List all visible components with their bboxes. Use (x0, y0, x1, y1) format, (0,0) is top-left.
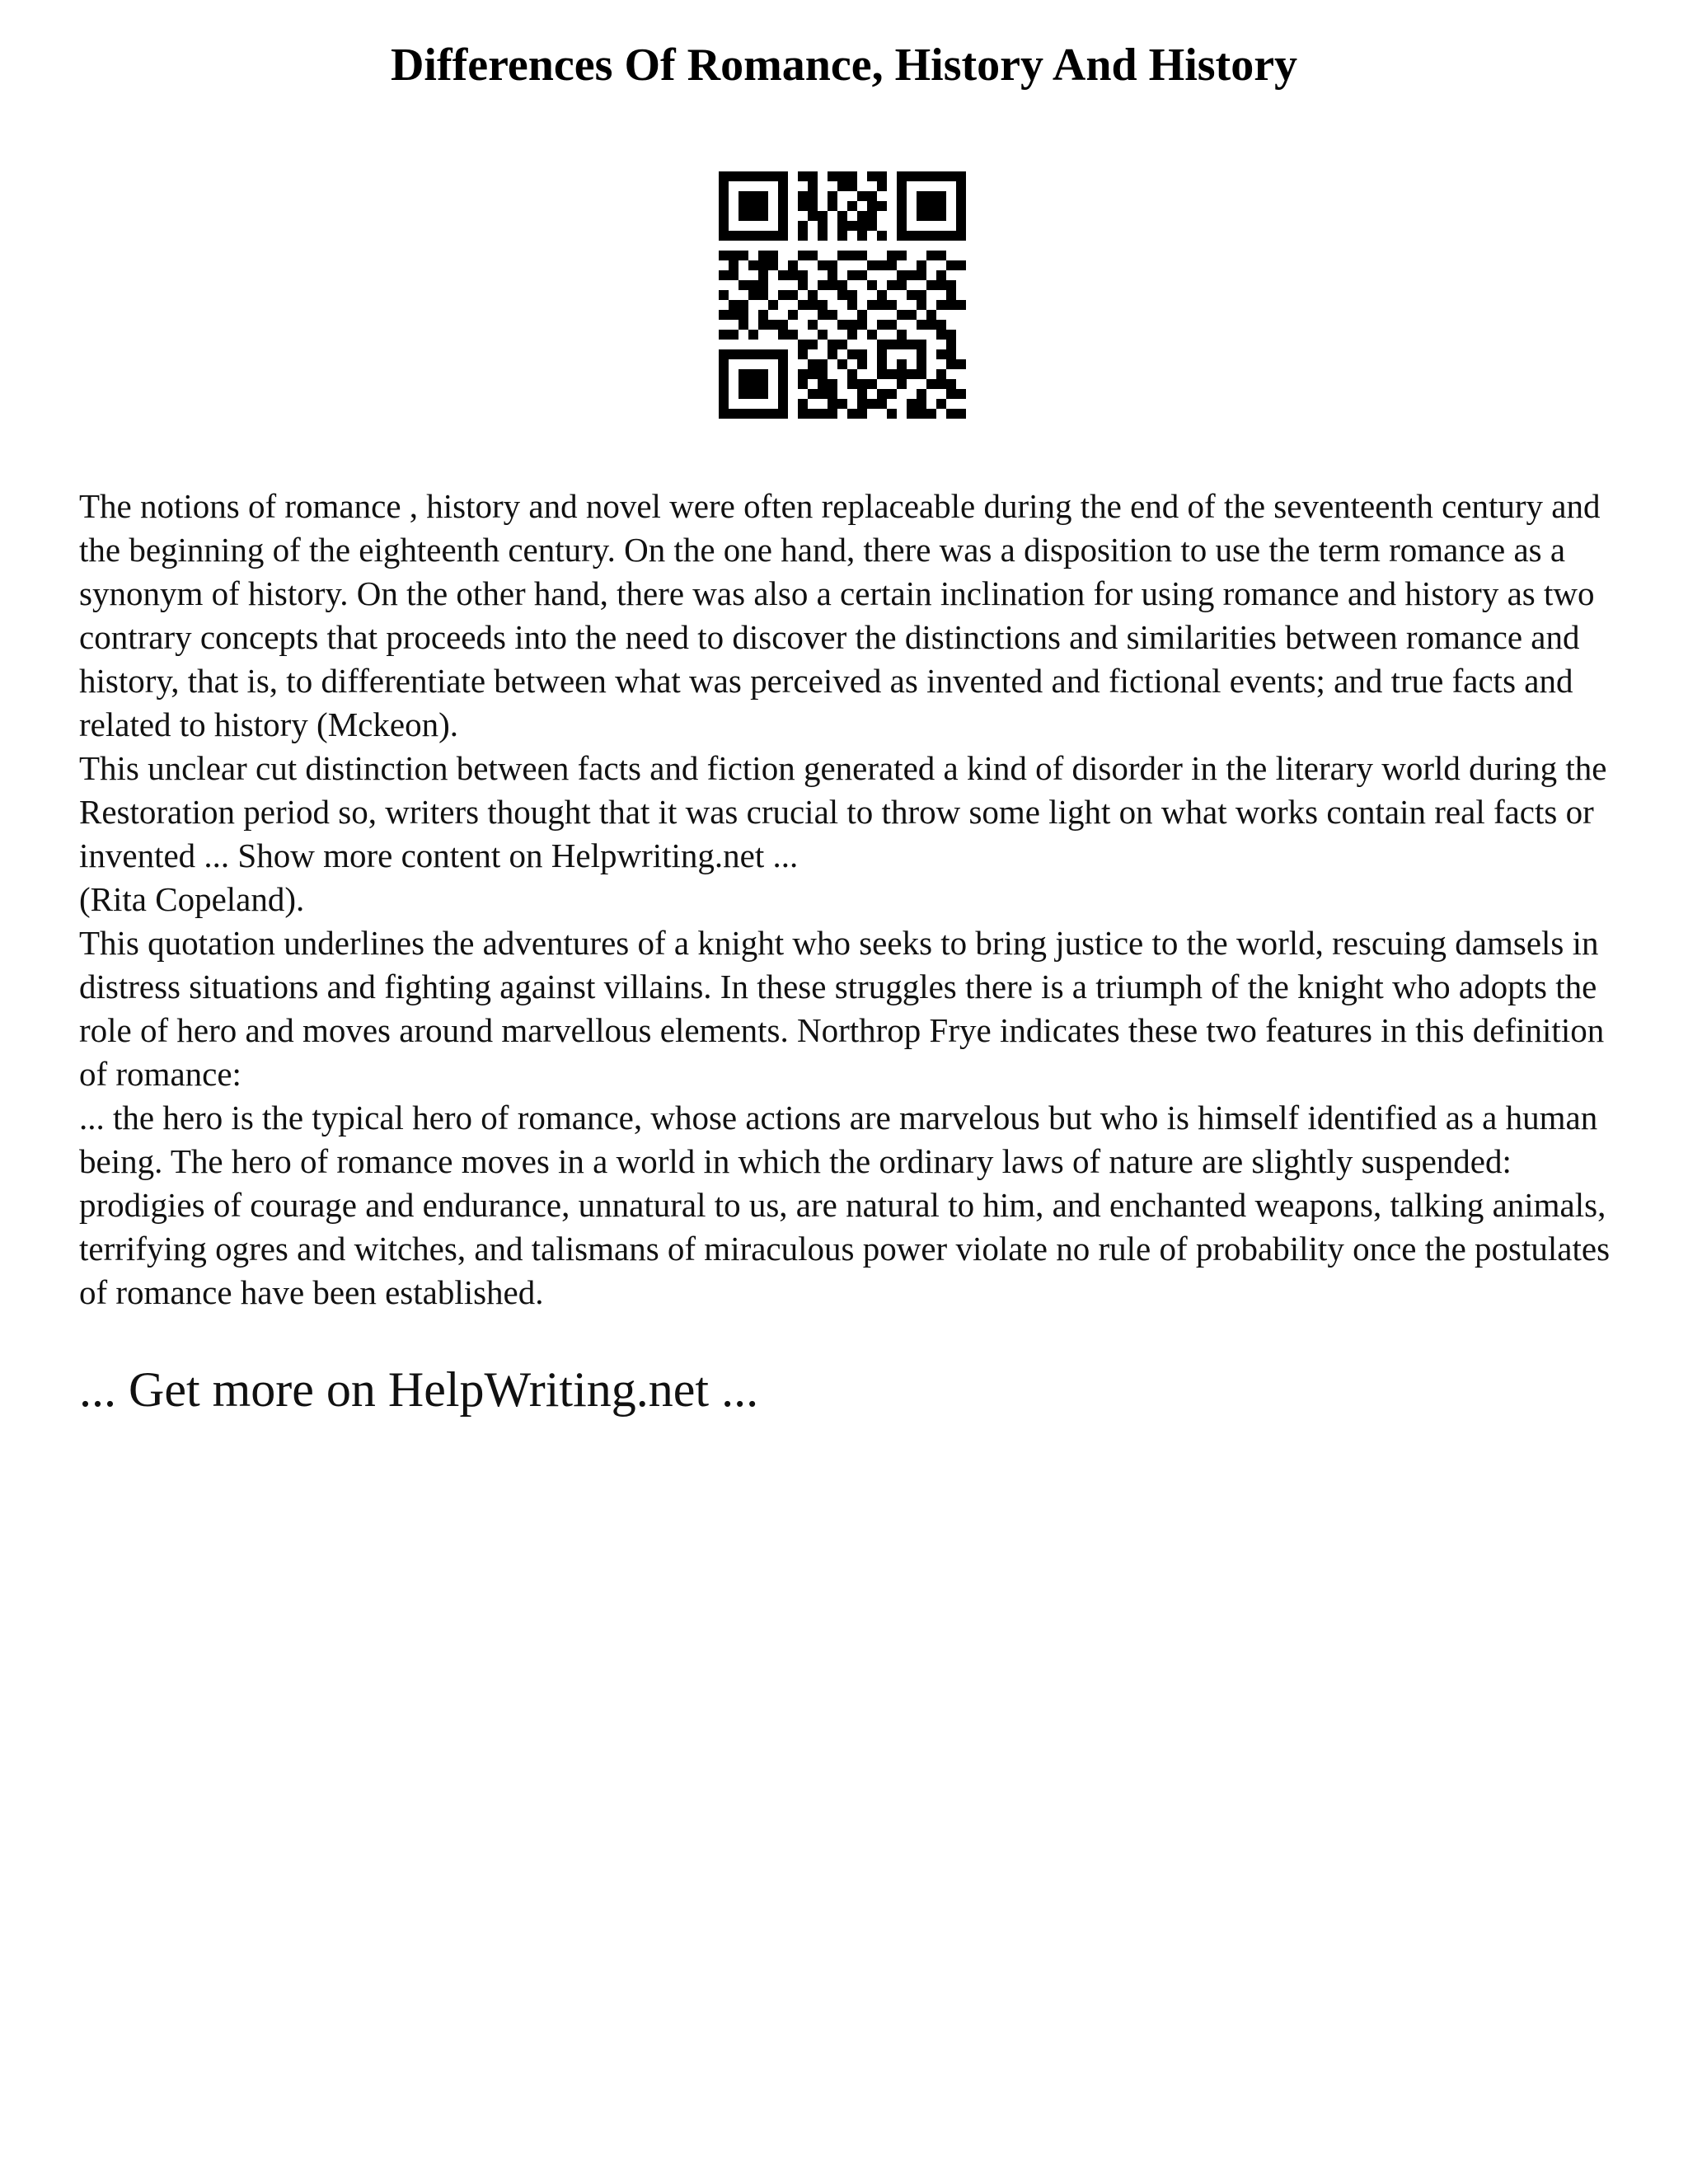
qr-code-icon (719, 171, 966, 419)
paragraph-citation: (Rita Copeland). (79, 880, 305, 918)
paragraph-frye-quote: ... the hero is the typical hero of romance, whose actions are marvelous but who is himself identified as a human being. The hero of romance moves in a world in which the ordinary laws of nature are slightly suspended: prodigies of courage and endurance, unnatural to us, are natural to him, and enchanted weapons, talking animals, terrifying ogres and witches, and talismans of miraculous power violate no rule of probability once the postulates of romance have been established. (79, 1099, 1611, 1311)
paragraph-quotation-analysis: This quotation underlines the adventures of a knight who seeks to bring justice to the world, rescuing damsels in distress situations and fighting against villains. In these struggles there is a triumph of the knight who adopts the role of hero and moves around marvellous elements. Northrop Frye indicates these two features in this definition of romance: (79, 924, 1605, 1093)
paragraph-distinction: This unclear cut distinction between facts and fiction generated a kind of disorder in the literary world during the Restoration period so, writers thought that it was crucial to throw some light on what works contain real facts or invented ... Show more content on Helpwriting.net ... (79, 749, 1607, 874)
document-title: Differences Of Romance, History And History (390, 40, 1298, 91)
get-more-link[interactable]: ... Get more on HelpWriting.net ... (79, 1362, 759, 1417)
paragraph-intro: The notions of romance , history and novel were often replaceable during the end of the seventeenth century and the beginning of the eighteenth century. On the one hand, there was a disposition to use the term romance as a synonym of history. On the other hand, there was also a certain inclination for using romance and history as two contrary concepts that proceeds into the need to discover the distinctions and similarities between romance and history, that is, to differentiate between what was perceived as invented and fictional events; and true facts and related to history (Mckeon). (79, 487, 1601, 743)
article-body (79, 485, 1629, 1315)
